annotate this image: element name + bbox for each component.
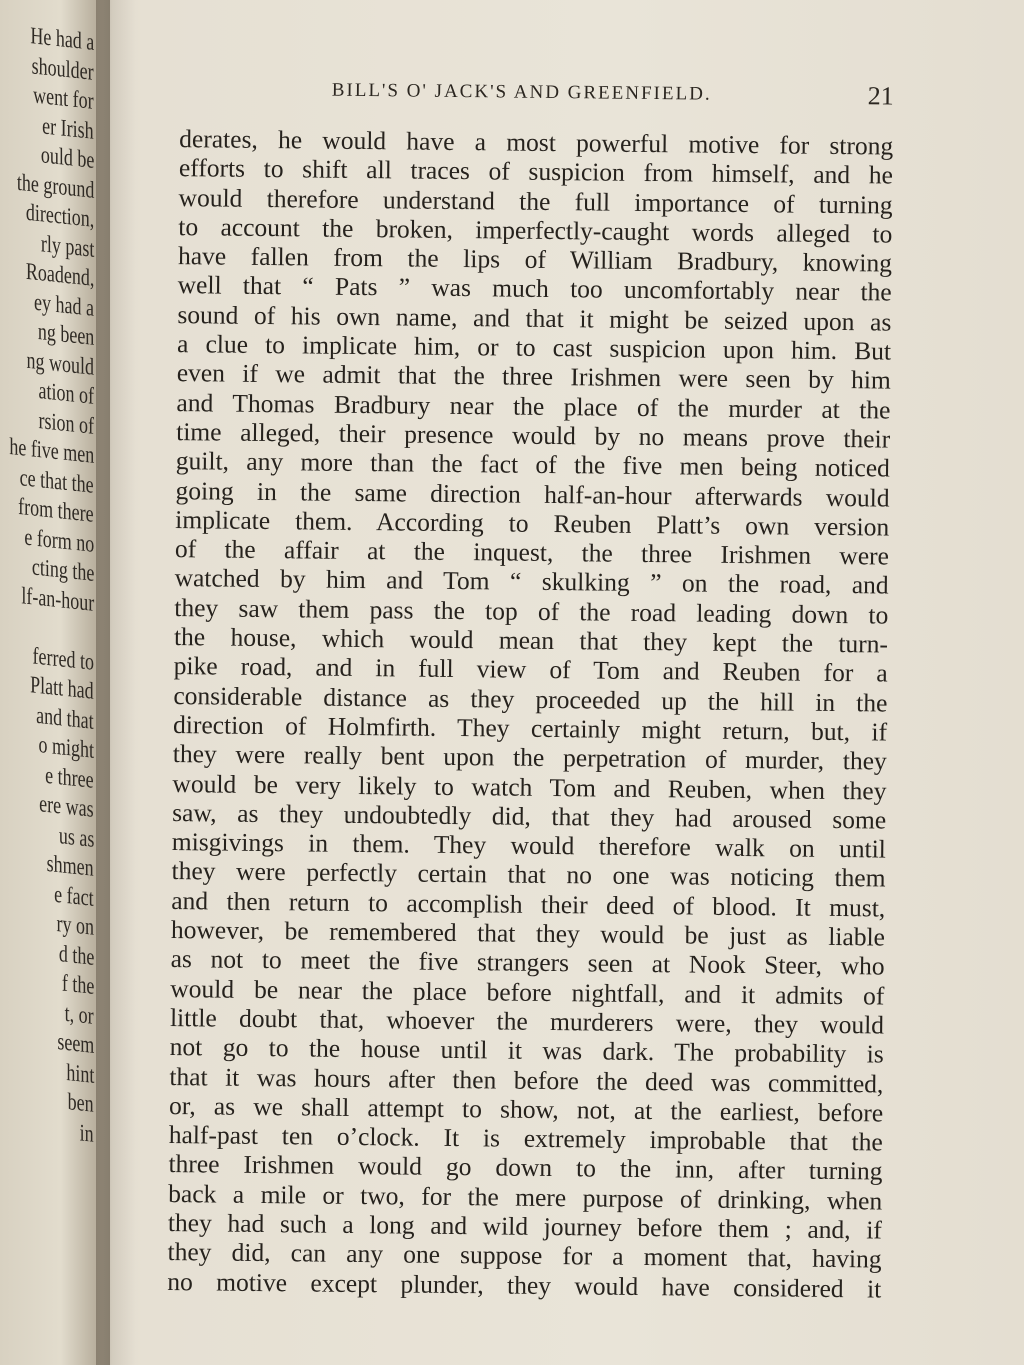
facing-page-fragment: He had a — [30, 23, 94, 56]
text-line: not go to the house until it was dark. The probability is — [169, 1032, 884, 1069]
facing-page-fragment: e three — [45, 762, 94, 794]
facing-page-fragment: ng would — [26, 347, 94, 381]
facing-page-fragment: lf-an-hour — [21, 582, 94, 617]
running-head: BILL'S O' JACK'S AND GREENFIELD. — [331, 79, 712, 105]
facing-page-fragment: ation of — [38, 378, 94, 410]
text-line: pike road, and in full view of Tom and Reuben for a — [173, 651, 888, 688]
facing-page-fragment: cting the — [31, 554, 94, 587]
facing-page-fragment: went for — [33, 82, 94, 115]
text-line: half-past ten o’clock. It is extremely improbable that the — [168, 1120, 883, 1157]
facing-page-fragment: t, or — [64, 1000, 94, 1030]
facing-page-fragment: shoulder — [32, 52, 94, 86]
text-line: guilt, any more than the fact of the five men being noticed — [175, 446, 890, 483]
facing-page-fragment: shmen — [46, 850, 94, 882]
facing-page-fragment: ould be — [40, 142, 94, 174]
facing-page-fragment: d the — [58, 940, 94, 971]
facing-page-fragment: ey had a — [34, 289, 94, 322]
facing-page-fragment: ferred to — [32, 642, 94, 676]
text-line: and then return to accomplish their deed of blood. It must, — [171, 885, 886, 923]
facing-page-fragment: us as — [58, 822, 94, 853]
facing-page-text — [0, 0, 100, 1365]
facing-page-fragment: and that — [36, 702, 94, 735]
facing-page-fragment: the ground — [16, 169, 94, 204]
facing-page-fragment: in — [79, 1119, 94, 1148]
text-line: little doubt that, whoever the murderers were, they would — [169, 1002, 885, 1040]
text-line: even if we admit that the three Irishmen were seen by him — [176, 358, 891, 395]
text-line: misgivings in them. They would therefore walk on until — [171, 827, 887, 864]
facing-page-fragment: ben — [68, 1089, 94, 1118]
text-line: they were perfectly certain that no one was noticing them — [171, 856, 886, 893]
book-page — [159, 68, 912, 1336]
text-line: the house, which would mean that they kept the turn- — [173, 622, 889, 659]
facing-page-fragment: e fact — [54, 881, 94, 912]
text-line: they did, can any one suppose for a moment that, having — [167, 1237, 882, 1274]
page-number: 21 — [867, 81, 894, 111]
text-line: three Irishmen would go down to the inn, after turning — [168, 1149, 883, 1186]
facing-page-fragment: ng been — [37, 318, 94, 351]
text-line: direction of Holmfirth. They certainly might return, but, if — [172, 709, 888, 747]
facing-page-fragment: e form no — [24, 524, 94, 558]
facing-page-fragment: Roadend, — [25, 258, 94, 292]
text-line: they had such a long and wild journey before them ; and, if — [167, 1208, 883, 1245]
text-line: saw, as they undoubtedly did, that they had aroused some — [172, 797, 887, 835]
text-line: would be near the place before nightfall, and it admits of — [170, 973, 885, 1011]
facing-page-fragment: er Irish — [42, 112, 94, 145]
text-line: have fallen from the lips of William Bradbury, knowing — [177, 241, 893, 278]
text-line: a clue to implicate him, or to cast suspicion upon him. But — [176, 329, 892, 366]
text-line: efforts to shift all traces of suspicion from himself, and he — [178, 153, 894, 190]
text-line: time alleged, their presence would by no means prove their — [176, 417, 891, 454]
text-line: going in the same direction half-an-hour afterwards would — [175, 475, 890, 513]
page-header — [172, 68, 912, 118]
text-line: implicate them. According to Reuben Platt’s own version — [175, 504, 890, 542]
text-line: they saw them pass the top of the road leading down to — [174, 592, 889, 630]
facing-page-fragment: from there — [18, 493, 94, 528]
facing-page-fragment: he five men — [9, 433, 94, 469]
page-body — [159, 124, 911, 1304]
text-line: no motive except plunder, they would have considered it — [167, 1266, 882, 1304]
text-line: that it was hours after then before the deed was committed, — [169, 1061, 884, 1099]
facing-page-fragment: rsion of — [38, 407, 94, 440]
text-line: they were really bent upon the perpetration of murder, they — [172, 739, 887, 776]
facing-page-fragment: ere was — [39, 791, 94, 823]
text-line: would therefore understand the full importance of turning — [178, 182, 893, 220]
text-line: and Thomas Bradbury near the place of the murder at the — [176, 387, 891, 425]
facing-page-fragment: ce that the — [20, 464, 94, 499]
facing-page-fragment: Platt had — [30, 672, 94, 705]
text-line: as not to meet the five strangers seen at Nook Steer, who — [170, 944, 885, 981]
text-line: to account the broken, imperfectly-caught words alleged to — [178, 211, 893, 249]
facing-page-fragment: f the — [61, 970, 94, 1000]
text-line: considerable distance as they proceeded up the hill in the — [173, 680, 888, 718]
facing-page-fragment: o might — [38, 732, 94, 764]
text-line: however, be remembered that they would be just as liable — [170, 915, 886, 952]
facing-page-fragment: hint — [65, 1059, 94, 1089]
text-line: of the affair at the inquest, the three Irishmen were — [174, 534, 890, 571]
facing-page-fragment: seem — [57, 1028, 94, 1059]
text-line: or, as we shall attempt to show, not, at the earliest, before — [168, 1090, 884, 1128]
text-line: derates, he would have a most powerful motive for strong — [179, 124, 894, 161]
text-line: watched by him and Tom “ skulking ” on the road, and — [174, 563, 889, 600]
text-line: back a mile or two, for the mere purpose of drinking, when — [168, 1178, 883, 1216]
text-line: would be very likely to watch Tom and Reuben, when they — [172, 768, 887, 806]
text-line: sound of his own name, and that it might be seized upon as — [177, 299, 892, 337]
text-line: well that “ Pats ” was much too uncomfortably near the — [177, 270, 892, 308]
facing-page-fragment: ry on — [56, 910, 94, 941]
facing-page-fragment: rly past — [40, 230, 94, 263]
facing-page-fragment: direction, — [25, 199, 94, 233]
book-gutter — [96, 0, 136, 1365]
facing-page — [0, 0, 110, 1365]
